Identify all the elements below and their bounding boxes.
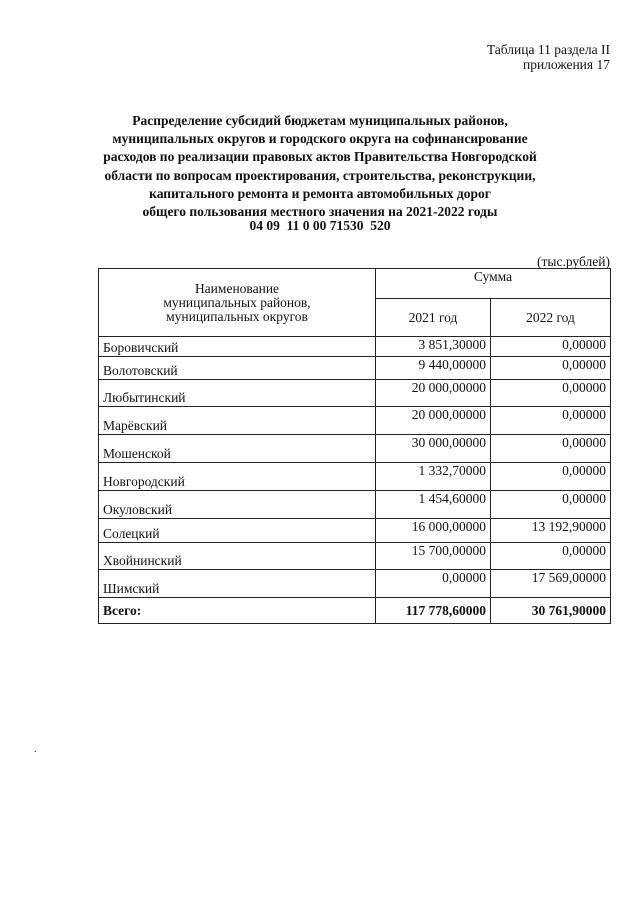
district-name: Окуловский <box>99 491 376 519</box>
table-row <box>99 543 611 570</box>
title-line: общего пользования местного значения на 2021-2022 годы <box>142 204 498 220</box>
title-line: капитального ремонта и ремонта автомобильных дорог <box>149 185 491 201</box>
amount-2021: 30 000,00000 <box>376 435 491 463</box>
district-name: Новгородский <box>99 463 376 491</box>
document-title <box>70 112 570 221</box>
header-line: муниципальных районов, <box>163 294 311 310</box>
district-name: Любытинский <box>99 380 376 407</box>
amount-2021: 1 332,70000 <box>376 463 491 491</box>
title-line: области по вопросам проектирования, строительства, реконструкции, <box>104 167 536 183</box>
amount-2021: 16 000,00000 <box>376 519 491 543</box>
amount-2022: 0,00000 <box>491 380 611 407</box>
table-row <box>99 407 611 435</box>
amount-2021: 9 440,00000 <box>376 357 491 380</box>
table-row <box>99 435 611 463</box>
district-name: Хвойнинский <box>99 543 376 570</box>
district-name: Боровичский <box>99 337 376 357</box>
amount-2021: 0,00000 <box>376 570 491 598</box>
amount-2022: 17 569,00000 <box>491 570 611 598</box>
title-line: муниципальных округов и городского округа на софинансирование <box>112 131 528 147</box>
district-name: Волотовский <box>99 357 376 380</box>
table-row <box>99 380 611 407</box>
header-line: Наименование <box>194 280 280 296</box>
amount-2022: 0,00000 <box>491 435 611 463</box>
amount-2022: 13 192,90000 <box>491 519 611 543</box>
amount-2021: 15 700,00000 <box>376 543 491 570</box>
district-name: Солецкий <box>99 519 376 543</box>
table-row <box>99 357 611 380</box>
unit-label: (тыс.рублей) <box>537 254 610 269</box>
district-name: Мошенской <box>99 435 376 463</box>
amount-2021: 20 000,00000 <box>376 407 491 435</box>
total-label: Всего: <box>99 598 376 624</box>
amount-2021: 20 000,00000 <box>376 380 491 407</box>
header-line: муниципальных округов <box>166 308 308 324</box>
amount-2022: 0,00000 <box>491 337 611 357</box>
table-row <box>99 337 611 357</box>
title-line: Распределение субсидий бюджетам муниципальных районов, <box>132 113 508 128</box>
total-2021: 117 778,60000 <box>376 598 491 624</box>
amount-2021: 1 454,60000 <box>376 491 491 519</box>
table-reference <box>487 42 610 72</box>
amount-2022: 0,00000 <box>491 543 611 570</box>
subsidy-table <box>98 268 611 624</box>
column-header-name <box>99 269 376 337</box>
table-row <box>99 570 611 598</box>
total-2022: 30 761,90000 <box>491 598 611 624</box>
district-name: Марёвский <box>99 407 376 435</box>
table-row <box>99 491 611 519</box>
budget-code: 04 09 11 0 00 71530 520 <box>249 218 391 233</box>
amount-2022: 0,00000 <box>491 463 611 491</box>
table-row <box>99 463 611 491</box>
amount-2021: 3 851,30000 <box>376 337 491 357</box>
amount-2022: 0,00000 <box>491 357 611 380</box>
column-header-2022: 2022 год <box>491 299 611 337</box>
appendix-reference-line: приложения 17 <box>522 57 610 72</box>
amount-2022: 0,00000 <box>491 491 611 519</box>
stray-mark: . <box>34 744 37 755</box>
table-reference-line: Таблица 11 раздела II <box>486 42 610 57</box>
title-line: расходов по реализации правовых актов Правительства Новгородской <box>103 149 537 165</box>
amount-2022: 0,00000 <box>491 407 611 435</box>
column-header-2021: 2021 год <box>376 299 491 337</box>
table-row <box>99 519 611 543</box>
district-name: Шимский <box>99 570 376 598</box>
total-row <box>99 598 611 624</box>
column-header-sum: Сумма <box>376 269 611 299</box>
